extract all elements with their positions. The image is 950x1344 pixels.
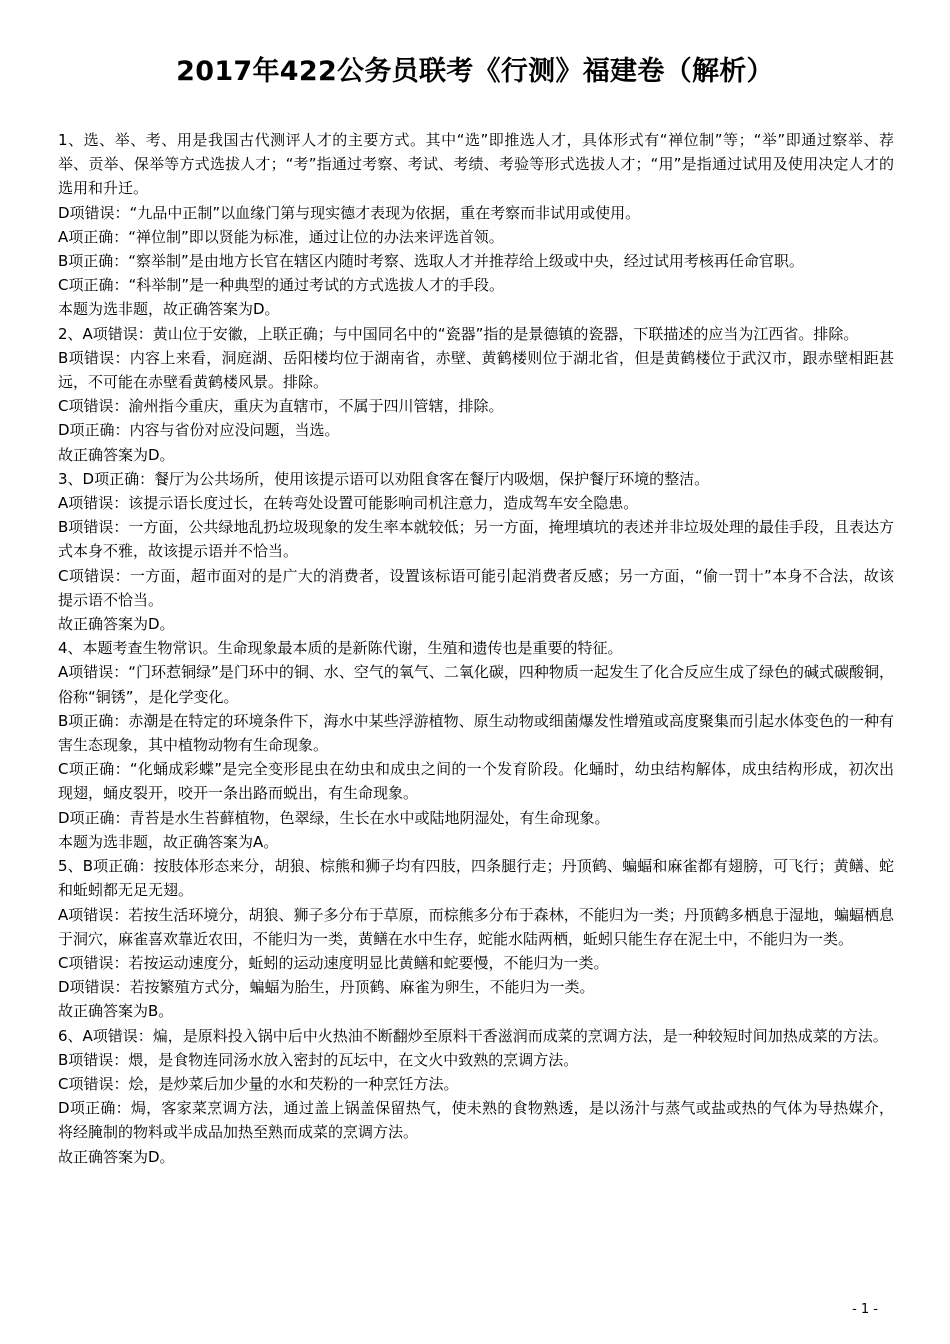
document-body bbox=[58, 128, 894, 1169]
paragraph: D项正确：焗，客家菜烹调方法，通过盖上锅盖保留热气，使未熟的食物熟透，是以汤汁与蒸气或盐或热的气体为导热媒介，将经腌制的物料或半成品加热至熟而成菜的烹调方法。 bbox=[58, 1099, 894, 1142]
paragraph: A项错误：若按生活环境分，胡狼、狮子多分布于草原，而棕熊多分布于森林，不能归为一类；丹顶鹤多栖息于湿地，蝙蝠栖息于洞穴，麻雀喜欢靠近农田，不能归为一类，黄鳝在水中生存，蛇能水陆两栖，蚯蚓只能生存在泥土中，不能归为一类。 bbox=[58, 905, 894, 948]
paragraph: B项正确：赤潮是在特定的环境条件下，海水中某些浮游植物、原生动物或细菌爆发性增殖或高度聚集而引起水体变色的一种有害生态现象，其中植物动物有生命现象。 bbox=[58, 711, 894, 755]
paragraph: C项错误：渝州指今重庆，重庆为直辖市，不属于四川管辖，排除。 bbox=[58, 397, 504, 416]
paragraph: C项错误：一方面，超市面对的是广大的消费者，设置该标语可能引起消费者反感；另一方面，“偷一罚十”本身不合法，故该提示语不恰当。 bbox=[58, 566, 894, 609]
paragraph: D项错误：“九品中正制”以血缘门第与现实德才表现为依据，重在考察而非试用或使用。 bbox=[58, 203, 641, 222]
paragraph: 故正确答案为D。 bbox=[58, 445, 175, 464]
paragraph: 故正确答案为B。 bbox=[58, 1002, 174, 1021]
paragraph: 4、本题考查生物常识。生命现象最本质的是新陈代谢，生殖和遗传也是重要的特征。 bbox=[58, 639, 623, 658]
paragraph: 5、B项正确：按肢体形态来分，胡狼、棕熊和狮子均有四肢，四条腿行走；丹顶鹤、蝙蝠和麻雀都有翅膀，可飞行；黄鳝、蛇和蚯蚓都无足无翅。 bbox=[58, 857, 894, 900]
page-title: 2017年422公务员联考《行测》福建卷（解析） bbox=[176, 56, 774, 87]
paragraph: 本题为选非题，故正确答案为A。 bbox=[58, 832, 279, 851]
page-number: - 1 - bbox=[852, 1302, 878, 1317]
paragraph: 3、D项正确：餐厅为公共场所，使用该提示语可以劝阻食客在餐厅内吸烟，保护餐厅环境的整洁。 bbox=[58, 469, 710, 488]
paragraph: A项错误：该提示语长度过长，在转弯处设置可能影响司机注意力，造成驾车安全隐患。 bbox=[58, 494, 639, 513]
paragraph: A项错误：“门环惹铜绿”是门环中的铜、水、空气的氧气、二氧化碳，四种物质一起发生了化合反应生成了绿色的碱式碳酸铜，俗称“铜锈”，是化学变化。 bbox=[58, 663, 894, 706]
paragraph: B项正确：“察举制”是由地方长官在辖区内随时考察、选取人才并推荐给上级或中央，经过试用考核再任命官职。 bbox=[58, 252, 804, 271]
paragraph: 故正确答案为D。 bbox=[58, 1147, 175, 1166]
paragraph: C项正确：“化蛹成彩蝶”是完全变形昆虫在幼虫和成虫之间的一个发育阶段。化蛹时，幼虫结构解体，成虫结构形成，初次出现翅，蛹皮裂开，咬开一条出路而蜕出，有生命现象。 bbox=[58, 760, 894, 803]
paragraph: 6、A项错误：煸，是原料投入锅中后中火热油不断翻炒至原料干香滋润而成菜的烹调方法，是一种较短时间加热成菜的方法。 bbox=[58, 1026, 888, 1045]
paragraph: D项正确：青苔是水生苔藓植物，色翠绿，生长在水中或陆地阴湿处，有生命现象。 bbox=[58, 808, 610, 827]
paragraph: C项错误：若按运动速度分，蚯蚓的运动速度明显比黄鳝和蛇要慢，不能归为一类。 bbox=[58, 953, 609, 972]
paragraph: 2、A项错误：黄山位于安徽，上联正确；与中国同名中的“瓷器”指的是景德镇的瓷器，下联描述的应当为江西省。排除。 bbox=[58, 324, 859, 343]
paragraph: 1、选、举、考、用是我国古代测评人才的主要方式。其中“选”即推选人才，具体形式有“禅位制”等；“举”即通过察举、荐举、贡举、保举等方式选拔人才；“考”指通过考察、考试、考绩、考验等形式选拔人才；“用”是指通过试用及使用决定人才的选用和升迁。 bbox=[58, 131, 894, 198]
paragraph: D项正确：内容与省份对应没问题，当选。 bbox=[58, 421, 340, 440]
paragraph: D项错误：若按繁殖方式分，蝙蝠为胎生，丹顶鹤、麻雀为卵生，不能归为一类。 bbox=[58, 978, 595, 997]
paragraph: C项错误：烩，是炒菜后加少量的水和芡粉的一种烹饪方法。 bbox=[58, 1074, 459, 1093]
paragraph: 本题为选非题，故正确答案为D。 bbox=[58, 300, 280, 319]
paragraph: B项错误：煨，是食物连同汤水放入密封的瓦坛中，在文火中致熟的烹调方法。 bbox=[58, 1050, 579, 1069]
paragraph: B项错误：内容上来看，洞庭湖、岳阳楼均位于湖南省，赤壁、黄鹤楼则位于湖北省，但是黄鹤楼位于武汉市，跟赤壁相距甚远，不可能在赤壁看黄鹤楼风景。排除。 bbox=[58, 348, 894, 392]
paragraph: B项错误：一方面，公共绿地乱扔垃圾现象的发生率本就较低；另一方面，掩埋填坑的表述并非垃圾处理的最佳手段，且表达方式本身不雅，故该提示语并不恰当。 bbox=[58, 518, 894, 561]
paragraph: 故正确答案为D。 bbox=[58, 615, 175, 634]
paragraph: A项正确：“禅位制”即以贤能为标准，通过让位的办法来评选首领。 bbox=[58, 227, 504, 246]
paragraph: C项正确：“科举制”是一种典型的通过考试的方式选拔人才的手段。 bbox=[58, 276, 505, 295]
